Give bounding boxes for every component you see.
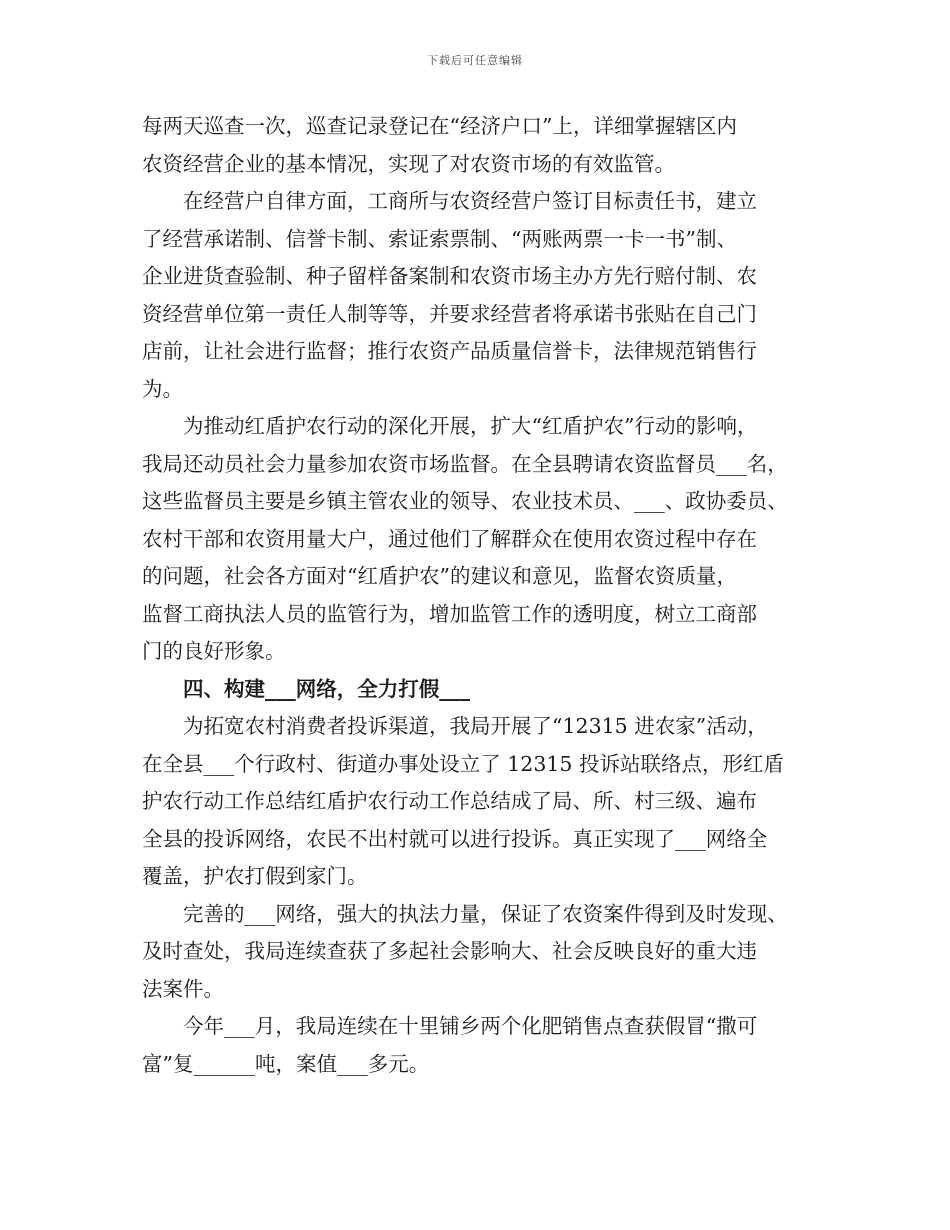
- text-line: 了经营承诺制、信誉卡制、索证索票制、“两账两票一卡一书”制、: [142, 226, 737, 251]
- text-line: 护农行动工作总结红盾护农行动工作总结成了局、所、村三级、遍布: [142, 789, 757, 813]
- text-line: 农资经营企业的基本情况，实现了对农资市场的有效监管。: [142, 151, 675, 176]
- text-line: 今年___月，我局连续在十里铺乡两个化肥销售点查获假冒“撒可: [183, 1014, 758, 1038]
- paragraph: [142, 1008, 822, 1083]
- text-line: 店前，让社会进行监督；推行农资产品质量信誉卡，法律规范销售行: [142, 339, 757, 363]
- page-header: 下载后可任意编辑: [427, 54, 523, 67]
- text-line: 资经营单位第一责任人制等等，并要求经营者将承诺书张贴在自己门: [142, 301, 757, 326]
- paragraph: [142, 408, 822, 671]
- paragraph: [142, 183, 822, 408]
- text-line: 富”复______吨，案值___多元。: [142, 1051, 430, 1076]
- paragraph: [142, 708, 822, 896]
- text-line: 我局还动员社会力量参加农资市场监督。在全县聘请农资监督员___名，: [142, 451, 788, 476]
- text-line: 为推动红盾护农行动的深化开展，扩大“红盾护农”行动的影响，: [183, 414, 758, 438]
- text-line: 在经营户自律方面，工商所与农资经营户签订目标责任书，建立: [183, 189, 757, 213]
- text-line: 门的良好形象。: [142, 639, 286, 663]
- text-line: 及时查处，我局连续查获了多起社会影响大、社会反映良好的重大违: [142, 939, 757, 963]
- text-line: 为。: [142, 376, 183, 401]
- paragraph: [142, 108, 822, 183]
- text-line: 完善的___网络，强大的执法力量，保证了农资案件得到及时发现、: [183, 901, 788, 926]
- text-line: 农村干部和农资用量大户，通过他们了解群众在使用农资过程中存在: [142, 526, 757, 551]
- text-line: 为拓宽农村消费者投诉渠道，我局开展了“12315 进农家”活动，: [183, 714, 768, 738]
- text-line: 监督工商执法人员的监管行为，增加监管工作的透明度，树立工商部: [142, 601, 757, 626]
- text-line: 每两天巡查一次，巡查记录登记在“经济户口”上，详细掌握辖区内: [142, 114, 737, 138]
- document-body: [142, 108, 822, 1083]
- text-line: 法案件。: [142, 976, 224, 1001]
- text-line: 的问题，社会各方面对“红盾护农”的建议和意见，监督农资质量，: [142, 564, 737, 588]
- text-line: 企业进货查验制、种子留样备案制和农资市场主办方先行赔付制、农: [142, 264, 757, 288]
- paragraph: [142, 896, 822, 1009]
- text-line: 在全县___个行政村、街道办事处设立了 12315 投诉站联络点，形红盾: [142, 751, 784, 776]
- text-line: 这些监督员主要是乡镇主管农业的领导、农业技术员、___、政协委员、: [142, 489, 788, 513]
- text-line: 覆盖，护农打假到家门。: [142, 864, 368, 888]
- section-heading: 四、构建___网络，全力打假___: [183, 676, 470, 701]
- text-line: 全县的投诉网络，农民不出村就可以进行投诉。真正实现了___网络全: [142, 826, 768, 851]
